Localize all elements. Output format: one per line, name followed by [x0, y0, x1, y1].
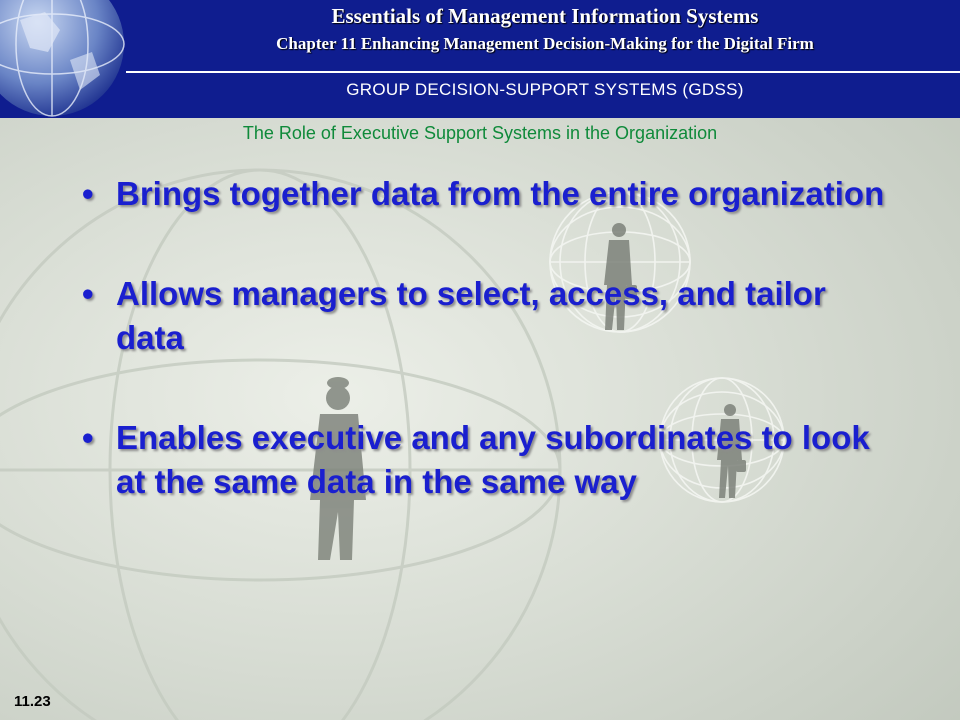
bullet-text: Brings together data from the entire organization — [116, 175, 885, 212]
chapter-title: Chapter 11 Enhancing Management Decision-Making for the Digital Firm — [276, 34, 814, 53]
bullet-item — [76, 272, 896, 360]
section-title: GROUP DECISION-SUPPORT SYSTEMS (GDSS) — [346, 80, 744, 99]
slide-subtitle: The Role of Executive Support Systems in the Organization — [242, 123, 718, 143]
bullet-icon: • — [82, 175, 94, 212]
bullet-text: Enables executive and any subordinates to look at the same data in the same way — [116, 419, 870, 500]
course-title: Essentials of Management Information Systems — [331, 4, 759, 28]
bullet-list — [76, 172, 896, 504]
bullet-item — [76, 416, 896, 504]
header-divider — [126, 71, 960, 73]
slide-number: 11.23 — [14, 693, 51, 710]
bullet-icon: • — [82, 419, 94, 456]
bullet-icon: • — [82, 275, 94, 312]
globe-icon — [0, 0, 140, 118]
header-bar — [0, 0, 960, 118]
bullet-item — [76, 172, 896, 216]
bullet-text: Allows managers to select, access, and tailor data — [116, 275, 826, 356]
